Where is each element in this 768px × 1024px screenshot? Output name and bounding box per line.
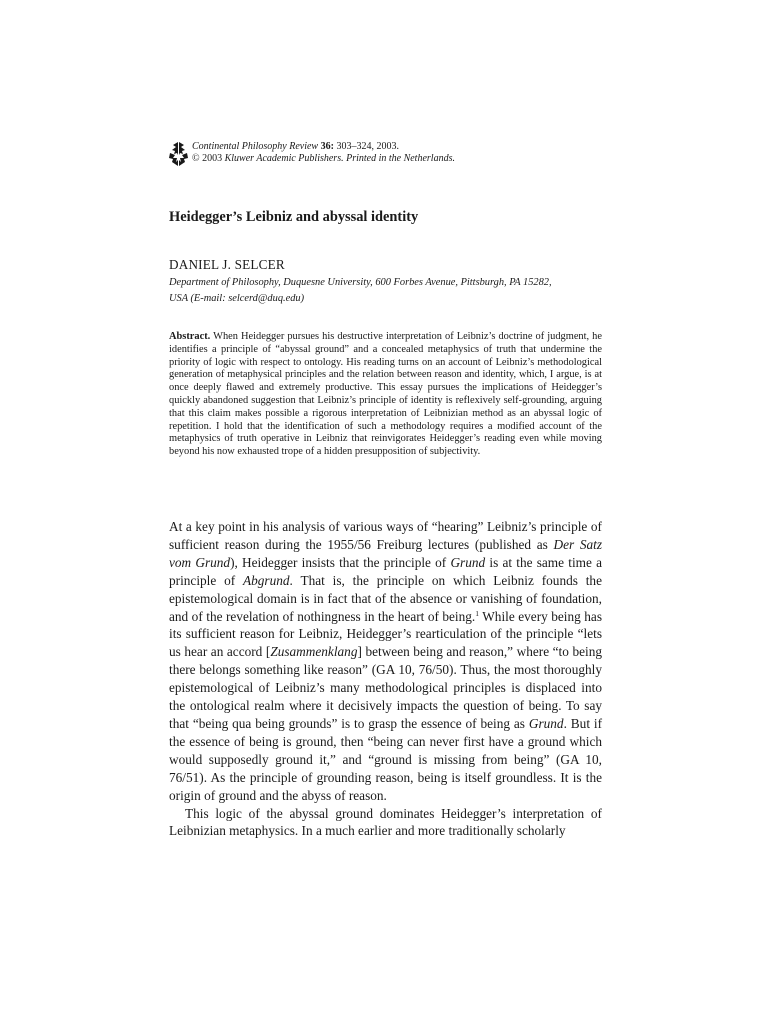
body-paragraph-1 bbox=[169, 518, 602, 805]
journal-pages-year: 303–324, 2003. bbox=[336, 141, 399, 152]
affiliation-line-1: Department of Philosophy, Duquesne University, 600 Forbes Avenue, Pittsburgh, PA 15282, bbox=[169, 277, 552, 288]
body-text: . That is, the principle on which Leibniz founds the epistemological domain is in fact that of the absence or vanishing of foundation, and of the revelation of nothingness in the heart of being. bbox=[169, 572, 602, 624]
copyright-prefix: © 2003 bbox=[192, 153, 223, 164]
body-text: ), Heidegger insists that the principle of bbox=[230, 554, 451, 570]
german-term: Grund bbox=[450, 554, 486, 570]
journal-name: Continental Philosophy Review bbox=[192, 141, 319, 152]
body-paragraph-2: This logic of the abyssal ground dominates Heidegger’s interpretation of Leibnizian metaphysics. In a much earlier and more traditionally scholarly bbox=[169, 805, 602, 839]
journal-citation-line bbox=[192, 141, 589, 153]
article-body bbox=[169, 518, 602, 840]
body-text: . But if the essence of being is ground, then “being can never first have a ground which would supposedly ground it,” and “ground is missing from being” (GA 10, 76/51). As the principle of grounding reason, being is itself groundless. It is the origin of ground and the abyss of reason. bbox=[169, 715, 603, 803]
footnote-marker[interactable]: 1 bbox=[475, 608, 480, 618]
german-term: Zusammenklang bbox=[270, 644, 358, 660]
copyright-line bbox=[192, 153, 589, 165]
body-text: ] between being and reason,” where “to being there belongs something like reason” (GA 10, 76/50). Thus, the most thoroughly epistemological of Leibniz’s many methodological principles is displaced into the ontological realm where it decisively impacts the question of being. To say that “being qua being grounds” is to grasp the essence of being as bbox=[169, 644, 602, 731]
publisher-logo-icon bbox=[169, 141, 188, 167]
affiliation-line-2: USA (E-mail: selcerd@duq.edu) bbox=[169, 293, 305, 304]
body-text: At a key point in his analysis of various ways of “hearing” Leibniz’s principle of sufficient reason during the 1955/56 Freiburg lectures (published as bbox=[169, 519, 602, 552]
body-text: is at the same time a principle of bbox=[169, 554, 602, 588]
book-title: Der Satz vom Grund bbox=[169, 536, 603, 570]
abstract-label: Abstract. bbox=[169, 331, 211, 342]
abstract-text: When Heidegger pursues his destructive interpretation of Leibniz’s doctrine of judgment, he identifies a principle of “abyssal ground” and a concealed metaphysics of truth that undermine the priority of logic with respect to ontology. His reading turns on an account of Leibniz’s methodological generation of metaphysical principles and the relation between reason and identity, which, I argue, is at once deeply flawed and extremely productive. This essay pursues the implications of Heidegger’s quickly abandoned suggestion that Leibniz’s principle of identity is reflexively self-grounding, arguing that this claim makes possible a rigorous interpretation of Leibnizian method as an abyssal logic of repetition. I hold that the identification of such a methodology requires a modified account of the metaphysics of truth operative in Leibniz that reinvigorates Heidegger’s reading even while moving beyond his now exhausted trope of a hidden presupposition of subjectivity. bbox=[169, 331, 602, 458]
article-title: Heidegger’s Leibniz and abyssal identity bbox=[169, 209, 419, 225]
journal-volume: 36: bbox=[320, 141, 334, 152]
body-text: While every being has its sufficient reason for Leibniz, Heidegger’s rearticulation of the principle “lets us hear an accord [ bbox=[169, 608, 603, 660]
author-name: DANIEL J. SELCER bbox=[169, 257, 285, 272]
author-affiliation bbox=[169, 275, 602, 307]
journal-colophon bbox=[169, 141, 589, 165]
german-term: Grund bbox=[528, 715, 564, 731]
german-term: Abgrund bbox=[243, 572, 290, 588]
abstract bbox=[169, 331, 602, 459]
publisher-name: Kluwer Academic Publishers. Printed in the Netherlands. bbox=[224, 153, 455, 164]
